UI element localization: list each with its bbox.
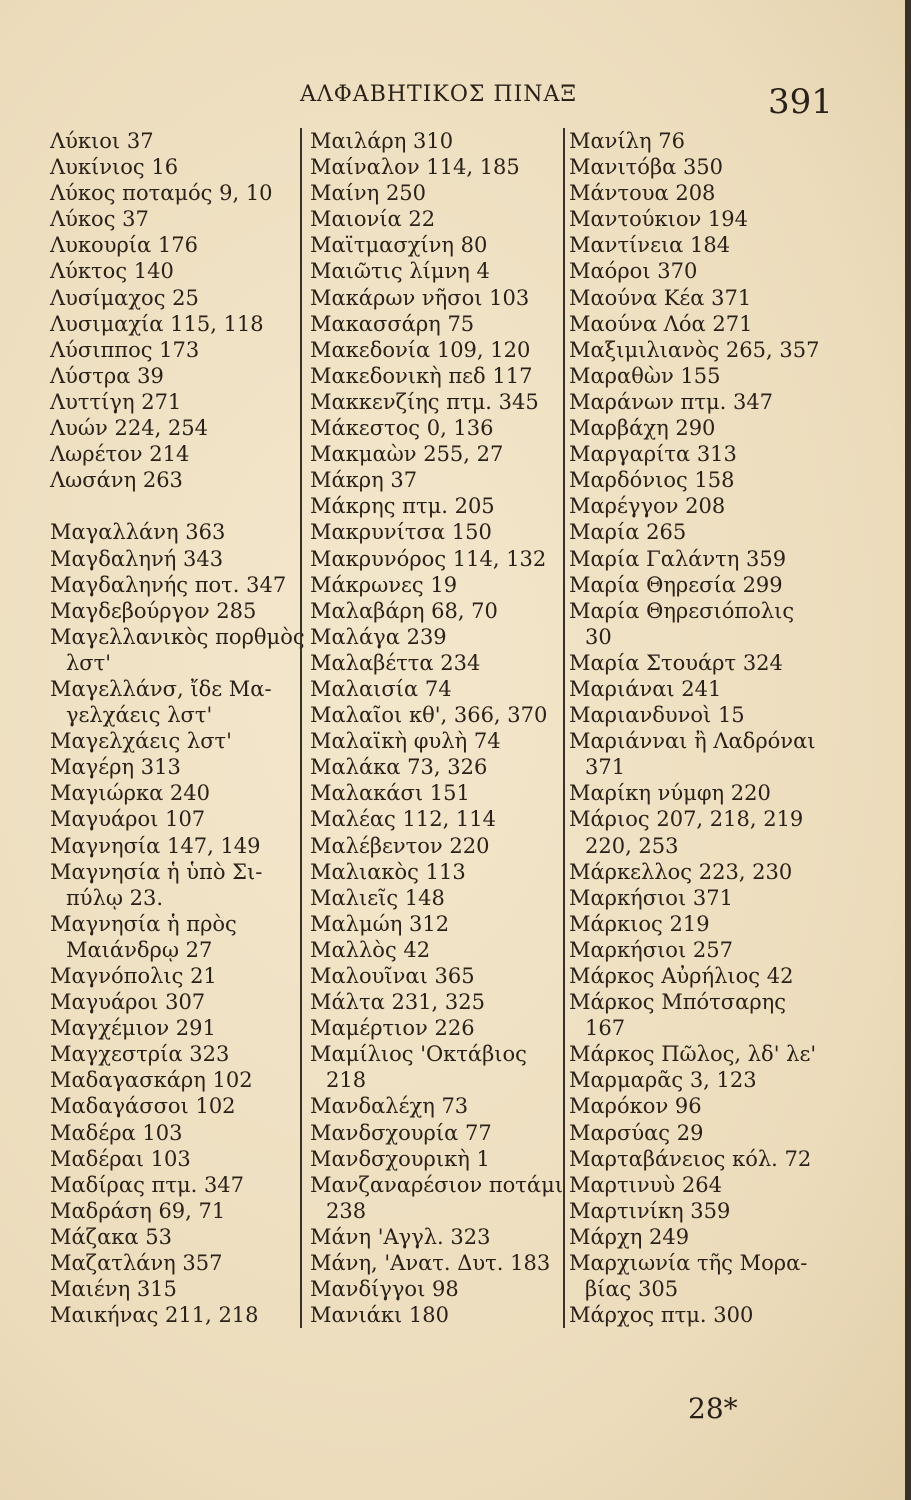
index-entry: Μαγνησία ἡ ὑπὸ Σι-	[50, 859, 263, 884]
index-entry: Μακκενζίης πτμ. 345	[310, 389, 539, 414]
index-entry: Μάζακα 53	[50, 1224, 172, 1249]
index-entry: Μανίλη 76	[569, 129, 685, 153]
index-entry: Μαλαβάρη 68, 70	[310, 598, 498, 623]
index-entry: Μαρία Θηρεσιόπολις	[569, 598, 795, 623]
index-entry: Λυών 224, 254	[50, 416, 209, 441]
index-entry-continued: γελχάεις λστ'	[66, 703, 213, 728]
index-entry: Μανζαναρέσιον ποτάμι	[310, 1172, 563, 1197]
index-entry: Μαντούκιον 194	[569, 207, 749, 232]
index-entry: Μαμέρτιον 226	[310, 1016, 475, 1041]
page-edge	[905, 0, 911, 1500]
index-entry: Μαρτινυὺ 264	[569, 1172, 722, 1197]
index-entry-continued: 167	[585, 1016, 626, 1041]
index-entry: Μαδαγάσσοι 102	[50, 1094, 236, 1119]
index-entry: Μάρκιος 219	[569, 911, 710, 936]
page-number: 391	[768, 82, 833, 122]
index-entry: Μαγδαληνής ποτ. 347	[50, 572, 287, 597]
index-entry: Μάρχη 249	[569, 1224, 690, 1249]
index-entry: Μάκεστος 0, 136	[310, 416, 494, 441]
index-entry: Λύστρα 39	[50, 363, 164, 388]
index-entry: Μανδίγγοι 98	[310, 1277, 459, 1302]
index-entry: Λύκος ποταμός 9, 10	[50, 181, 273, 206]
index-entry: Μαίναλον 114, 185	[310, 155, 520, 180]
index-entry: Μαλαϊκὴ φυλὴ 74	[310, 729, 501, 754]
index-entry: Μάρκελλος 223, 230	[569, 859, 793, 884]
index-entry: Μαλάγα 239	[310, 624, 447, 649]
index-entry: Μαδέρα 103	[50, 1120, 183, 1145]
index-entry: Μάνη 'Αγγλ. 323	[310, 1224, 491, 1249]
index-entry: Μαγυάροι 107	[50, 807, 206, 832]
index-entry: Μαγδαληνή 343	[50, 546, 224, 571]
index-entry: Μαρτινίκη 359	[569, 1198, 731, 1223]
index-entry: Μαλιεῖς 148	[310, 885, 445, 910]
index-entry-continued: 30	[585, 624, 612, 649]
index-entry: Μαούνα Λόα 271	[569, 311, 753, 336]
index-entry: Μαμίλιος 'Οκτάβιος	[310, 1042, 527, 1067]
index-entry: Μάρκος Μπότσαρης	[569, 990, 787, 1015]
index-entry: Μαγνησία ἡ πρὸς	[50, 911, 237, 936]
index-entry: Μαρία 265	[569, 520, 687, 545]
index-entry: Μακασσάρη 75	[310, 311, 475, 336]
index-entry: Λωρέτον 214	[50, 442, 190, 467]
index-entry: Μάρχος πτμ. 300	[569, 1303, 754, 1328]
index-entry: Μαόροι 370	[569, 259, 698, 284]
index-entry: Μαγέρη 313	[50, 755, 181, 780]
index-column-3	[563, 128, 869, 1328]
signature-mark: 28*	[688, 1392, 738, 1425]
index-entry: Μάνη, 'Ανατ. Δυτ. 183	[310, 1251, 551, 1276]
index-entry: Μαλουῖναι 365	[310, 964, 475, 988]
index-entry: Μακμαὼν 255, 27	[310, 442, 504, 467]
index-entry: Λυκίνιος 16	[50, 155, 179, 180]
index-entry: Μαίνη 250	[310, 181, 427, 206]
index-entry: Μαζατλάνη 357	[50, 1251, 223, 1276]
index-entry: Μαντίνεια 184	[569, 233, 731, 258]
index-entry: Μάρκος Αὐρήλιος 42	[569, 964, 794, 988]
index-entry: Λυττίγη 271	[50, 389, 182, 414]
index-entry-continued: 218	[326, 1068, 367, 1093]
index-entry: Μαικήνας 211, 218	[50, 1303, 259, 1328]
index-entry: Λύκτος 140	[50, 259, 174, 284]
index-entry: Μαράνων πτμ. 347	[569, 389, 774, 414]
index-entry: Μαϊτμασχίνη 80	[310, 233, 488, 258]
index-entry-continued: Μαιάνδρῳ 27	[66, 937, 213, 962]
index-entry: Μαγιώρκα 240	[50, 781, 211, 806]
index-entry: Μαγαλλάνη 363	[50, 520, 226, 545]
index-entry: Λυσιμαχία 115, 118	[50, 311, 264, 336]
index-entry: Μαρίκη νύμφη 220	[569, 781, 771, 806]
index-entry: Μαρκήσιοι 371	[569, 885, 733, 910]
index-entry: Λυσίμαχος 25	[50, 285, 199, 310]
index-entry: Μάλτα 231, 325	[310, 990, 485, 1015]
index-entry: Μακρυνόρος 114, 132	[310, 546, 547, 571]
index-entry: Μαδίρας πτμ. 347	[50, 1172, 245, 1197]
index-entry: Μαγχεστρία 323	[50, 1042, 230, 1067]
index-entry-continued: λστ'	[66, 650, 112, 675]
index-entry: Μάκρη 37	[310, 468, 418, 493]
index-entry-continued: 220, 253	[585, 833, 679, 858]
index-entry: Μαργαρίτα 313	[569, 442, 737, 467]
index-entry: Μαλαῖοι κθ', 366, 370	[310, 703, 548, 728]
index-entry: Μάκρωνες 19	[310, 572, 458, 597]
index-entry: Μαιονία 22	[310, 207, 436, 232]
index-entry: Μαδαγασκάρη 102	[50, 1068, 253, 1093]
index-entry-continued: 371	[585, 755, 626, 780]
index-entry-continued: 238	[326, 1198, 367, 1223]
index-entry: Μάρκος Πῶλος, λδ' λε'	[569, 1042, 817, 1067]
index-entry: Μακάρων νῆσοι 103	[310, 285, 530, 310]
index-entry: Μάκρης πτμ. 205	[310, 494, 495, 519]
index-entry: Μαγχέμιον 291	[50, 1016, 216, 1041]
page-title: ΑΛΦΑΒΗΤΙΚΟΣ ΠΙΝΑΞ	[300, 82, 577, 107]
index-spacer	[50, 493, 290, 519]
index-entry: Μαγδεβούργον 285	[50, 598, 257, 623]
index-entry: Μαγνόπολις 21	[50, 964, 217, 988]
index-entry: Λυκουρία 176	[50, 233, 198, 258]
index-entry: Μαούνα Κέα 371	[569, 285, 752, 310]
index-entry: Μανιτόβα 350	[569, 155, 724, 180]
index-entry: Μαλιακὸς 113	[310, 859, 466, 884]
index-entry: Μαλμώη 312	[310, 911, 450, 936]
index-entry: Μαρέγγον 208	[569, 494, 726, 519]
index-entry: Μανιάκι 180	[310, 1303, 449, 1328]
index-entry: Μάριος 207, 218, 219	[569, 807, 804, 832]
index-entry: Λωσάνη 263	[50, 468, 183, 493]
index-entry: Μαλακάσι 151	[310, 781, 470, 806]
index-entry: Μαιένη 315	[50, 1277, 177, 1302]
index-entry-continued: βίας 305	[585, 1277, 679, 1302]
index-entry: Μακεδονία 109, 120	[310, 337, 531, 362]
index-entry: Μαρία Γαλάντη 359	[569, 546, 787, 571]
index-entry: Μακρυνίτσα 150	[310, 520, 492, 545]
index-entry: Μαρδόνιος 158	[569, 468, 735, 493]
index-entry: Μαιλάρη 310	[310, 129, 454, 153]
index-entry: Μαρταβάνειος κόλ. 72	[569, 1146, 812, 1171]
index-entry: Μαρία Στουάρτ 324	[569, 650, 783, 675]
index-entry: Μαρόκον 96	[569, 1094, 702, 1119]
index-entry: Μανδσχουρία 77	[310, 1120, 492, 1145]
index-entry: Μαγελλάνσ, ἴδε Μα-	[50, 676, 272, 701]
index-entry: Μαλέας 112, 114	[310, 807, 497, 832]
index-entry: Μαιῶτις λίμνη 4	[310, 259, 490, 284]
index-entry: Μαριανδυνοὶ 15	[569, 703, 745, 728]
index-entry: Μαξιμιλιανὸς 265, 357	[569, 337, 820, 362]
index-entry: Μαδέραι 103	[50, 1146, 191, 1171]
index-entry: Λύκιοι 37	[50, 129, 154, 153]
index-entry: Μαγελλανικὸς πορθμὸς	[50, 624, 305, 649]
index-entry: Μαλλὸς 42	[310, 937, 431, 962]
index-entry: Μαλέβεντον 220	[310, 833, 490, 858]
index-entry: Μαριάνναι ἢ Λαδρόναι	[569, 729, 816, 754]
index-entry: Μαρχιωνία τῆς Μορα-	[569, 1251, 808, 1276]
index-entry: Μαδράση 69, 71	[50, 1198, 226, 1223]
index-entry: Μαρία Θηρεσία 299	[569, 572, 783, 597]
index-column-1	[50, 128, 305, 1328]
index-entry: Μαγνησία 147, 149	[50, 833, 261, 858]
index-entry: Μαλάκα 73, 326	[310, 755, 488, 780]
index-entry: Μαλαισία 74	[310, 676, 452, 701]
index-entry: Μαγυάροι 307	[50, 990, 206, 1015]
index-entry: Μαρμαρᾶς 3, 123	[569, 1068, 757, 1093]
index-entry: Μανδσχουρικὴ 1	[310, 1146, 490, 1171]
index-entry-continued: πύλῳ 23.	[66, 885, 164, 910]
index-entry: Μάντουα 208	[569, 181, 716, 206]
index-entry: Μαριάναι 241	[569, 676, 722, 701]
index-entry: Μαρκήσιοι 257	[569, 937, 733, 962]
index-column-2	[300, 128, 568, 1328]
index-entry: Μανδαλέχη 73	[310, 1094, 469, 1119]
index-entry: Μακεδονικὴ πεδ 117	[310, 363, 533, 388]
index-entry: Μαλαβέττα 234	[310, 650, 481, 675]
index-entry: Μαραθὼν 155	[569, 363, 721, 388]
index-entry: Λύκος 37	[50, 207, 149, 232]
index-entry: Μαρβάχη 290	[569, 416, 716, 441]
index-entry: Μαγελχάεις λστ'	[50, 729, 232, 754]
index-entry: Λύσιππος 173	[50, 337, 200, 362]
index-entry: Μαρσύας 29	[569, 1120, 704, 1145]
